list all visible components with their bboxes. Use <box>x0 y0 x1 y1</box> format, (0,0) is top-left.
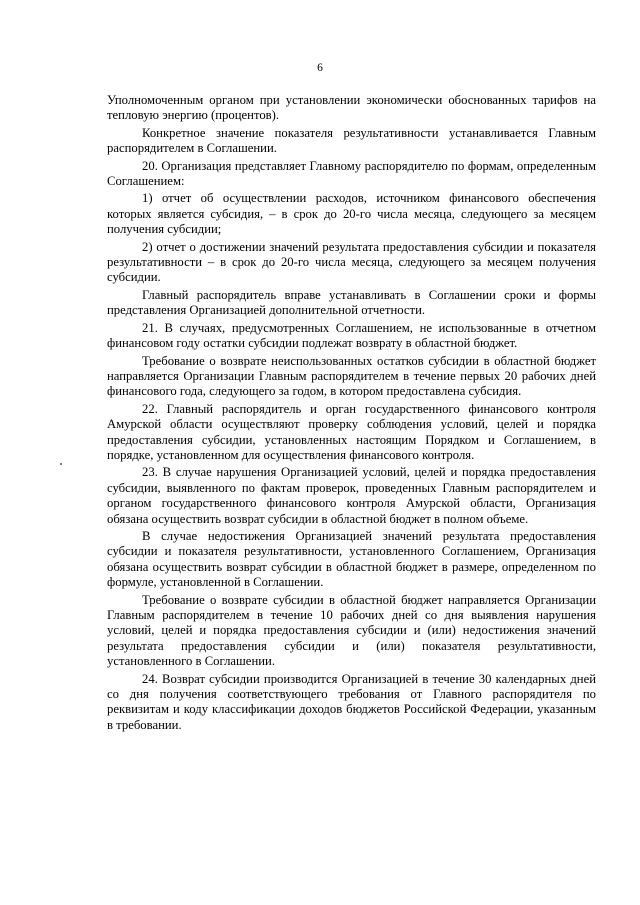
paragraph-23: 23. В случае нарушения Организацией условий, целей и порядка предоставления субсидии, выявленного по фактам проверок, проведенных Главным распорядителем и органом государственного финансового контроля Амурской области, Организация обязана осуществить возврат субсидии в областной бюджет в полном объеме. <box>107 465 596 526</box>
page-number: 6 <box>317 62 323 74</box>
paragraph-indicator-value: Конкретное значение показателя результативности устанавливается Главным распорядителем в Соглашении. <box>107 125 596 156</box>
document-body <box>107 93 596 735</box>
paragraph-20-item-1: 1) отчет об осуществлении расходов, источником финансового обеспечения которых является субсидия, – в срок до 20-го числа месяца, следующего за месяцем получения субсидии; <box>107 191 596 237</box>
paragraph-21: 21. В случаях, предусмотренных Соглашением, не использованные в отчетном финансовом году остатки субсидии подлежат возврату в областной бюджет. <box>107 320 596 351</box>
margin-mark <box>60 463 62 465</box>
paragraph-24: 24. Возврат субсидии производится Организацией в течение 30 календарных дней со дня получения соответствующего требования от Главного распорядителя по реквизитам и коду классификации доходов бюджетов Российской Федерации, указанным в требовании. <box>107 671 596 732</box>
paragraph-additional-reporting: Главный распорядитель вправе устанавливать в Соглашении сроки и формы представления Организацией дополнительной отчетности. <box>107 287 596 318</box>
paragraph-23-requirement: Требование о возврате субсидии в областной бюджет направляется Организации Главным распорядителем в течение 10 рабочих дней со дня выявления нарушения условий, целей и порядка предоставления субсидии и (или) недостижения значений результата предоставления субсидии и (или) показателя результативности, установленного в Соглашении. <box>107 592 596 669</box>
paragraph-21-requirement: Требование о возврате неиспользованных остатков субсидии в областной бюджет направляется Организации Главным распорядителем в течение первых 20 рабочих дней финансового года, следующего за годом, в котором предоставлена субсидия. <box>107 353 596 399</box>
paragraph-22: 22. Главный распорядитель и орган государственного финансового контроля Амурской области осуществляют проверку соблюдения условий, целей и порядка предоставления субсидии, установленных настоящим Порядком и Соглашением, в порядке, установленном для осуществления финансового контроля. <box>107 401 596 462</box>
paragraph-20-item-2: 2) отчет о достижении значений результата предоставления субсидии и показателя результативности – в срок до 20-го числа месяца, следующего за месяцем получения субсидии. <box>107 239 596 285</box>
paragraph-20: 20. Организация представляет Главному распорядителю по формам, определенным Соглашением: <box>107 158 596 189</box>
paragraph-tariffs: Уполномоченным органом при установлении экономически обоснованных тарифов на тепловую энергию (процентов). <box>107 93 596 123</box>
paragraph-23-non-achievement: В случае недостижения Организацией значений результата предоставления субсидии и показателя результативности, установленного Соглашением, Организация обязана осуществить возврат субсидии в областной бюджет в размере, определенном по формуле, установленной в Соглашении. <box>107 528 596 590</box>
